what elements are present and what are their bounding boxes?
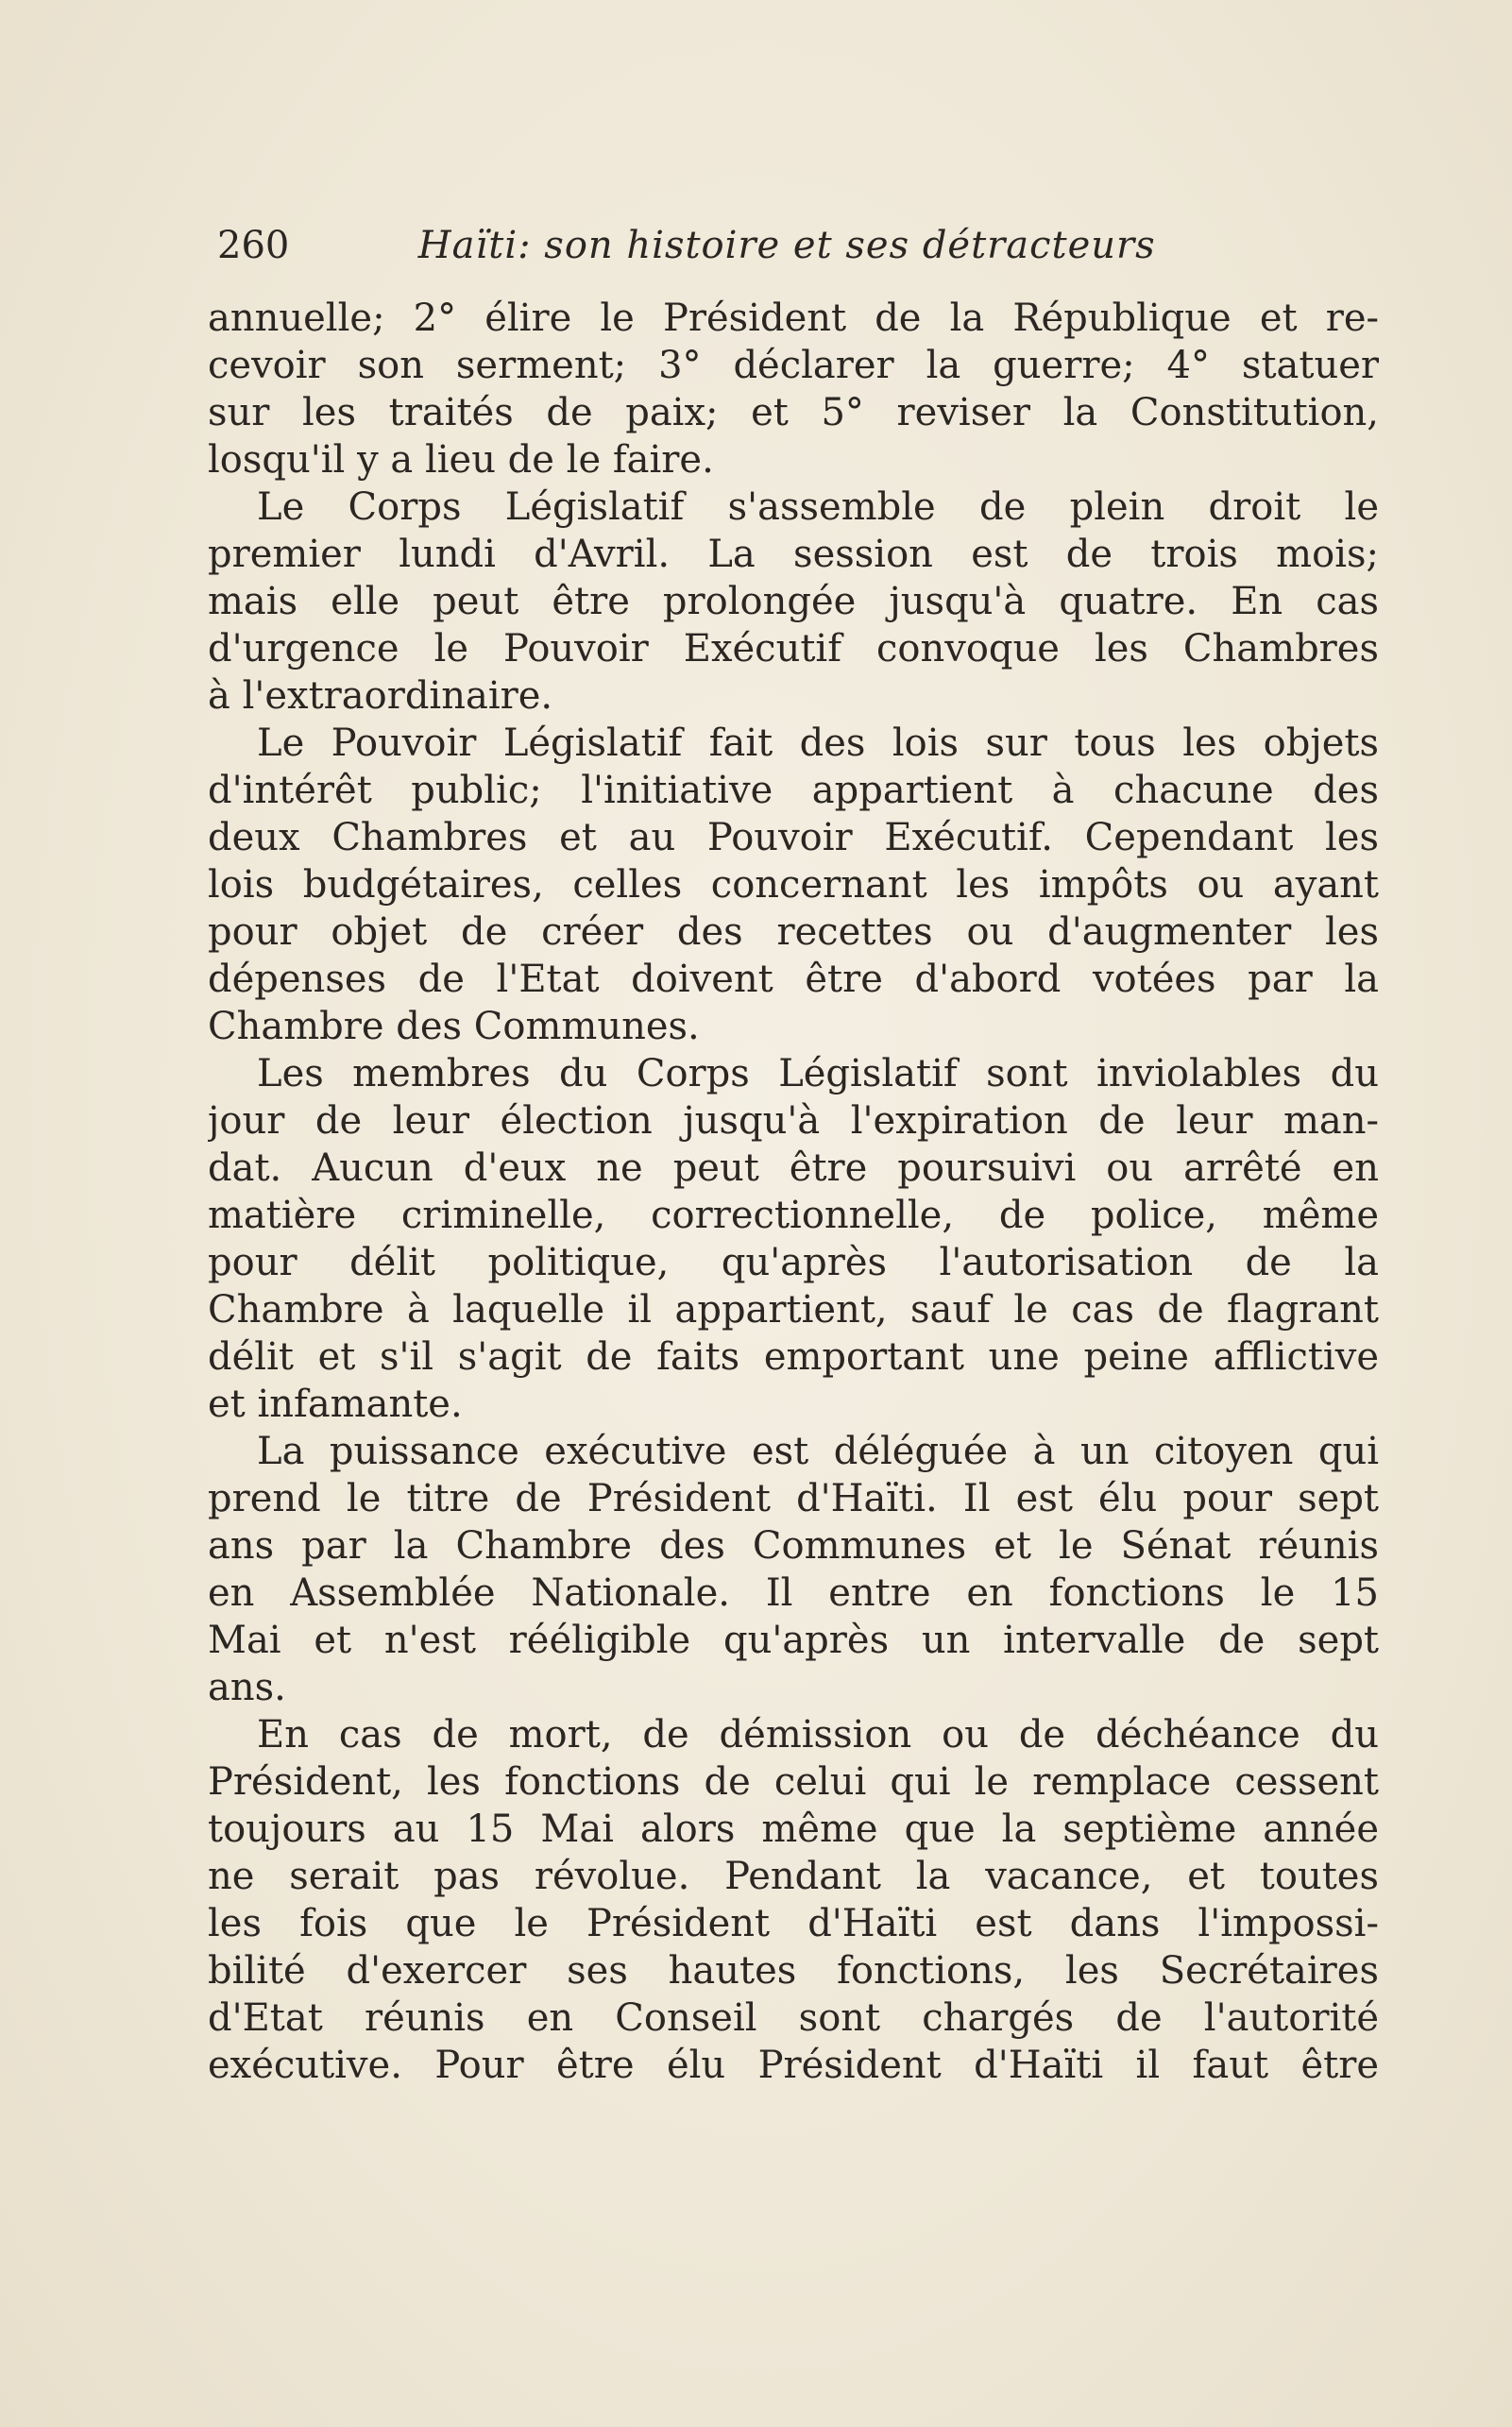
text-line: dat. Aucun d'eux ne peut être poursuivi ou arrêté en bbox=[208, 1146, 1379, 1190]
text-line: Le Corps Législatif s'assemble de plein droit le bbox=[257, 485, 1379, 529]
text-line: ne serait pas révolue. Pendant la vacance, et toutes bbox=[208, 1855, 1379, 1898]
text-line: délit et s'il s'agit de faits emportant une peine afflictive bbox=[208, 1335, 1379, 1379]
text-line: deux Chambres et au Pouvoir Exécutif. Cependant les bbox=[208, 816, 1379, 859]
text-line: Les membres du Corps Législatif sont inviolables du bbox=[257, 1052, 1379, 1095]
text-line: bilité d'exercer ses hautes fonctions, les Secrétaires bbox=[208, 1949, 1379, 1993]
text-line: Chambre à laquelle il appartient, sauf le cas de flagrant bbox=[208, 1288, 1379, 1332]
text-line: et infamante. bbox=[208, 1383, 463, 1426]
body-text bbox=[208, 295, 1379, 2089]
text-line: ans. bbox=[208, 1666, 286, 1709]
text-line: annuelle; 2° élire le Président de la République et re- bbox=[208, 297, 1379, 340]
text-line: d'intérêt public; l'initiative appartient à chacune des bbox=[208, 769, 1379, 812]
text-line: premier lundi d'Avril. La session est de trois mois; bbox=[208, 533, 1379, 576]
text-line: les fois que le Président d'Haïti est dans l'impossi- bbox=[208, 1902, 1379, 1945]
page-number: 260 bbox=[217, 224, 290, 267]
text-line: mais elle peut être prolongée jusqu'à quatre. En cas bbox=[208, 580, 1379, 623]
text-line: ans par la Chambre des Communes et le Sénat réunis bbox=[208, 1524, 1379, 1568]
text-line: Chambre des Communes. bbox=[208, 1005, 700, 1048]
text-line: dépenses de l'Etat doivent être d'abord votées par la bbox=[208, 958, 1379, 1001]
text-line: lois budgétaires, celles concernant les impôts ou ayant bbox=[208, 863, 1379, 907]
text-line: cevoir son serment; 3° déclarer la guerre; 4° statuer bbox=[208, 344, 1379, 387]
text-line: losqu'il y a lieu de le faire. bbox=[208, 438, 714, 482]
text-line: pour objet de créer des recettes ou d'augmenter les bbox=[208, 910, 1379, 954]
text-line: En cas de mort, de démission ou de déchéance du bbox=[257, 1713, 1379, 1757]
text-line: en Assemblée Nationale. Il entre en fonctions le 15 bbox=[208, 1571, 1379, 1615]
page-header bbox=[217, 217, 1379, 274]
text-line: à l'extraordinaire. bbox=[208, 674, 553, 718]
text-line: jour de leur élection jusqu'à l'expiration de leur man- bbox=[208, 1099, 1379, 1143]
text-line: Président, les fonctions de celui qui le remplace cessent bbox=[208, 1760, 1379, 1804]
text-line: d'urgence le Pouvoir Exécutif convoque les Chambres bbox=[208, 627, 1379, 670]
text-line: La puissance exécutive est déléguée à un citoyen qui bbox=[257, 1430, 1379, 1473]
text-line: matière criminelle, correctionnelle, de police, même bbox=[208, 1194, 1379, 1237]
text-line: d'Etat réunis en Conseil sont chargés de l'autorité bbox=[208, 1996, 1379, 2040]
text-line: exécutive. Pour être élu Président d'Haïti il faut être bbox=[208, 2044, 1379, 2087]
text-line: Mai et n'est rééligible qu'après un intervalle de sept bbox=[208, 1619, 1379, 1662]
text-line: toujours au 15 Mai alors même que la septième année bbox=[208, 1808, 1379, 1851]
running-title: Haïti: son histoire et ses détracteurs bbox=[417, 224, 1156, 267]
text-line: prend le titre de Président d'Haïti. Il est élu pour sept bbox=[208, 1477, 1379, 1520]
text-line: sur les traités de paix; et 5° reviser la Constitution, bbox=[208, 391, 1379, 434]
text-line: pour délit politique, qu'après l'autorisation de la bbox=[208, 1241, 1379, 1284]
text-line: Le Pouvoir Législatif fait des lois sur tous les objets bbox=[257, 721, 1379, 765]
